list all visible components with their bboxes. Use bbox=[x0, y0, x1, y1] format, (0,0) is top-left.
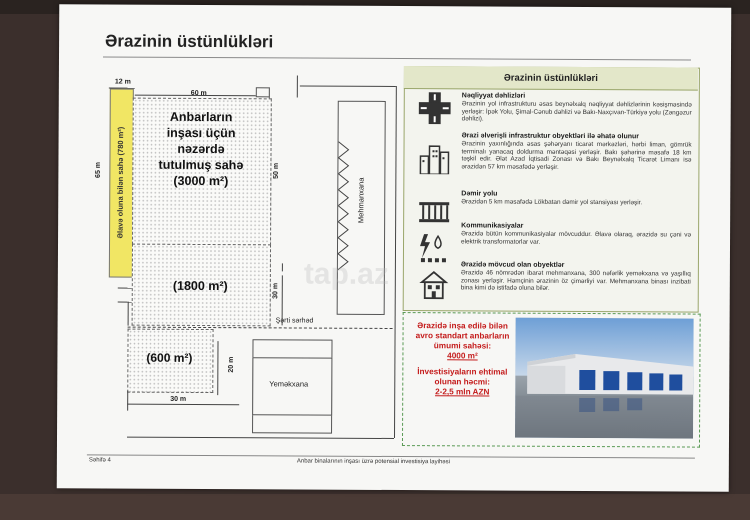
advantage-item-title: Ərazidə mövcud olan obyektlər bbox=[460, 261, 565, 269]
advantage-item-title: Nəqliyyat dəhlizləri bbox=[461, 92, 526, 100]
advantage-item bbox=[461, 222, 691, 246]
advantage-item bbox=[462, 92, 692, 124]
zone-3000-label: Anbarların inşası üçün nəzərdə tutulmuş sahə (3000 m²) bbox=[158, 109, 244, 189]
advantage-item-text: Ərazinin yaxınlığında əsas şəhəryanı ticarət mərkəzləri, hərbi liman, gömrük terminalı yanacaq doldurma məntəqəsi yerləşir. Bakı şəhərinə məsafə 18 km təşkil edir. Ələt Azad İqtisadi Zonası və Bakı Beynəlxalq Ticarət Limanı isə ərazidən 57 km məsafədə yerləşir. bbox=[461, 140, 692, 171]
plan-line bbox=[128, 302, 129, 326]
advantage-item bbox=[461, 132, 691, 172]
road-intersection-icon bbox=[419, 92, 451, 124]
advantage-item-text: Ərazidə bütün kommunikasiyalar mövcuddur. Əlavə olaraq, ərazidə su çəni və elektrik transformatorlar var. bbox=[461, 230, 692, 246]
advantages-panel-header bbox=[404, 66, 698, 91]
document-footer-title: Anbar binalarının inşası üzrə potensial investisiya layihəsi bbox=[296, 458, 450, 466]
railway-icon bbox=[418, 196, 450, 228]
dim-65m: 65 m bbox=[94, 161, 102, 178]
dim-20m: 20 m bbox=[227, 356, 235, 373]
advantage-item-text: Ərazidən 5 km məsafədə Lökbatan dəmir yol stansiyası yerləşir. bbox=[461, 198, 643, 207]
dim-60m: 60 m bbox=[190, 89, 207, 98]
plan-line bbox=[282, 263, 283, 271]
warehouse-photo bbox=[515, 318, 694, 439]
advantage-item-title: Ərazi əlverişli infrastruktur obyektləri ilə əhatə olunur bbox=[461, 132, 640, 141]
city-buildings-icon bbox=[418, 142, 450, 174]
dim-30m-horizontal: 30 m bbox=[170, 395, 187, 403]
plan-line bbox=[127, 404, 239, 406]
border-label: Şərti sərhəd bbox=[275, 317, 314, 325]
promo-area-value: 4000 m² bbox=[447, 351, 478, 361]
document-page bbox=[57, 4, 732, 492]
plan-line bbox=[217, 341, 218, 395]
dim-50m: 50 m bbox=[272, 162, 280, 179]
dim-12m: 12 m bbox=[114, 78, 131, 86]
dim-30m-vertical: 30 m bbox=[272, 282, 280, 299]
advantage-item-title: Kommunikasiyalar bbox=[461, 222, 524, 230]
investment-promo bbox=[402, 312, 701, 448]
hotel-label: Mehmanxana bbox=[356, 177, 366, 224]
plan-line bbox=[127, 391, 128, 411]
watermark: tap.az bbox=[303, 257, 389, 291]
promo-text bbox=[413, 321, 511, 398]
canteen-label: Yeməkxana bbox=[269, 379, 309, 389]
advantage-item-title: Dəmir yolu bbox=[461, 190, 498, 198]
advantage-item-text: Ərazinin yol infrastrukturu əsas beynəlxalq nəqliyyat dəhlizlərinin kəsişməsində yerləşir: İpək Yolu, Şimal-Cənub dəhlizi və Bakı-Naxçıvan-Türkiyə yolu (Zəngəzur dəhlizi). bbox=[461, 100, 692, 123]
warehouse-image bbox=[515, 318, 694, 439]
plan-line bbox=[300, 86, 396, 88]
plan-line bbox=[297, 75, 298, 97]
gate-box bbox=[256, 87, 270, 97]
background-table bbox=[0, 494, 750, 520]
advantages-panel-title: Ərazinin üstünlükləri bbox=[503, 72, 598, 85]
promo-area-label: Ərazidə inşa edilə bilən avro standart anbarların ümumi sahəsi: bbox=[415, 321, 510, 351]
extra-area-label: Əlavə oluna bilən sahə (780 m²) bbox=[115, 126, 126, 239]
promo-investment-label: İnvestisiyaların ehtimal olunan həcmi: bbox=[417, 367, 508, 387]
advantage-item bbox=[461, 190, 691, 207]
advantage-item-text: Ərazidə 46 nömrədən ibarət mehmanxana, 300 nəfərlik yeməkxana və yaşıllıq zonası yerləşir. Həmçinin ərazinin öz çimərliyi var. Mehmanxana binası inzibati bina kimi də istifadə oluna bilər. bbox=[460, 269, 691, 293]
promo-investment-value: 2-2,5 mln AZN bbox=[435, 387, 490, 397]
plan-line bbox=[394, 86, 397, 438]
page-number: Səhifə 4 bbox=[88, 457, 111, 464]
utilities-icon bbox=[418, 232, 450, 264]
advantage-item bbox=[461, 261, 691, 293]
plan-line bbox=[127, 437, 394, 439]
house-building-icon bbox=[418, 268, 450, 300]
zone-600-label: (600 m²) bbox=[146, 350, 193, 365]
zone-1800-label: (1800 m²) bbox=[172, 278, 228, 294]
page-title: Ərazinin üstünlükləri bbox=[105, 31, 274, 52]
